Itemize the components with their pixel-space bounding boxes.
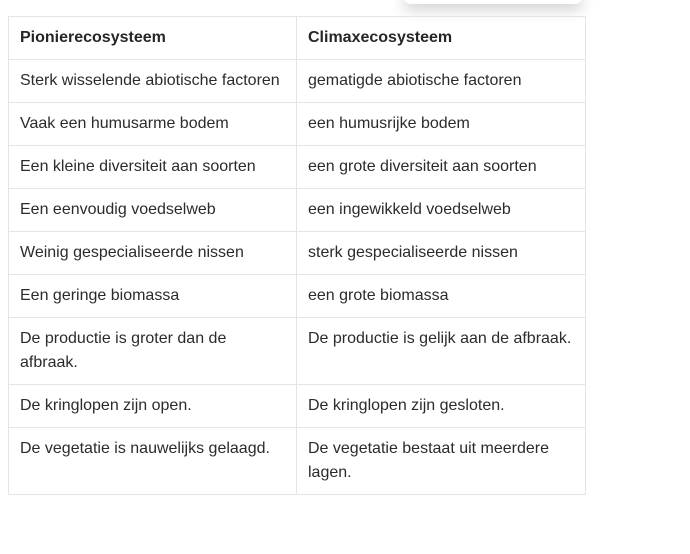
table-cell: De productie is gelijk aan de afbraak.: [297, 318, 586, 385]
table-cell: De productie is groter dan de afbraak.: [9, 318, 297, 385]
popup-shadow: [403, 0, 583, 4]
table-cell: een grote diversiteit aan soorten: [297, 146, 586, 189]
table-cell: Een kleine diversiteit aan soorten: [9, 146, 297, 189]
comparison-table: [8, 16, 586, 495]
table-cell: Een eenvoudig voedselweb: [9, 189, 297, 232]
table-cell: Een geringe biomassa: [9, 275, 297, 318]
table-row: [9, 189, 586, 232]
column-header-pioneer: Pionierecosysteem: [9, 17, 297, 60]
table-cell: De vegetatie bestaat uit meerdere lagen.: [297, 428, 586, 495]
table-cell: De kringlopen zijn gesloten.: [297, 385, 586, 428]
table-cell: De kringlopen zijn open.: [9, 385, 297, 428]
table-row: [9, 275, 586, 318]
column-header-climax: Climaxecosysteem: [297, 17, 586, 60]
table-cell: Vaak een humusarme bodem: [9, 103, 297, 146]
table-cell: Weinig gespecialiseerde nissen: [9, 232, 297, 275]
table-cell: een ingewikkeld voedselweb: [297, 189, 586, 232]
table-row: [9, 232, 586, 275]
table-row: [9, 428, 586, 495]
table-row: [9, 60, 586, 103]
table-cell: sterk gespecialiseerde nissen: [297, 232, 586, 275]
table-row: [9, 385, 586, 428]
table-cell: een humusrijke bodem: [297, 103, 586, 146]
table-row: [9, 103, 586, 146]
table-header-row: [9, 17, 586, 60]
table-cell: Sterk wisselende abiotische factoren: [9, 60, 297, 103]
table-row: [9, 318, 586, 385]
table-cell: een grote biomassa: [297, 275, 586, 318]
table-cell: De vegetatie is nauwelijks gelaagd.: [9, 428, 297, 495]
table-row: [9, 146, 586, 189]
table-cell: gematigde abiotische factoren: [297, 60, 586, 103]
